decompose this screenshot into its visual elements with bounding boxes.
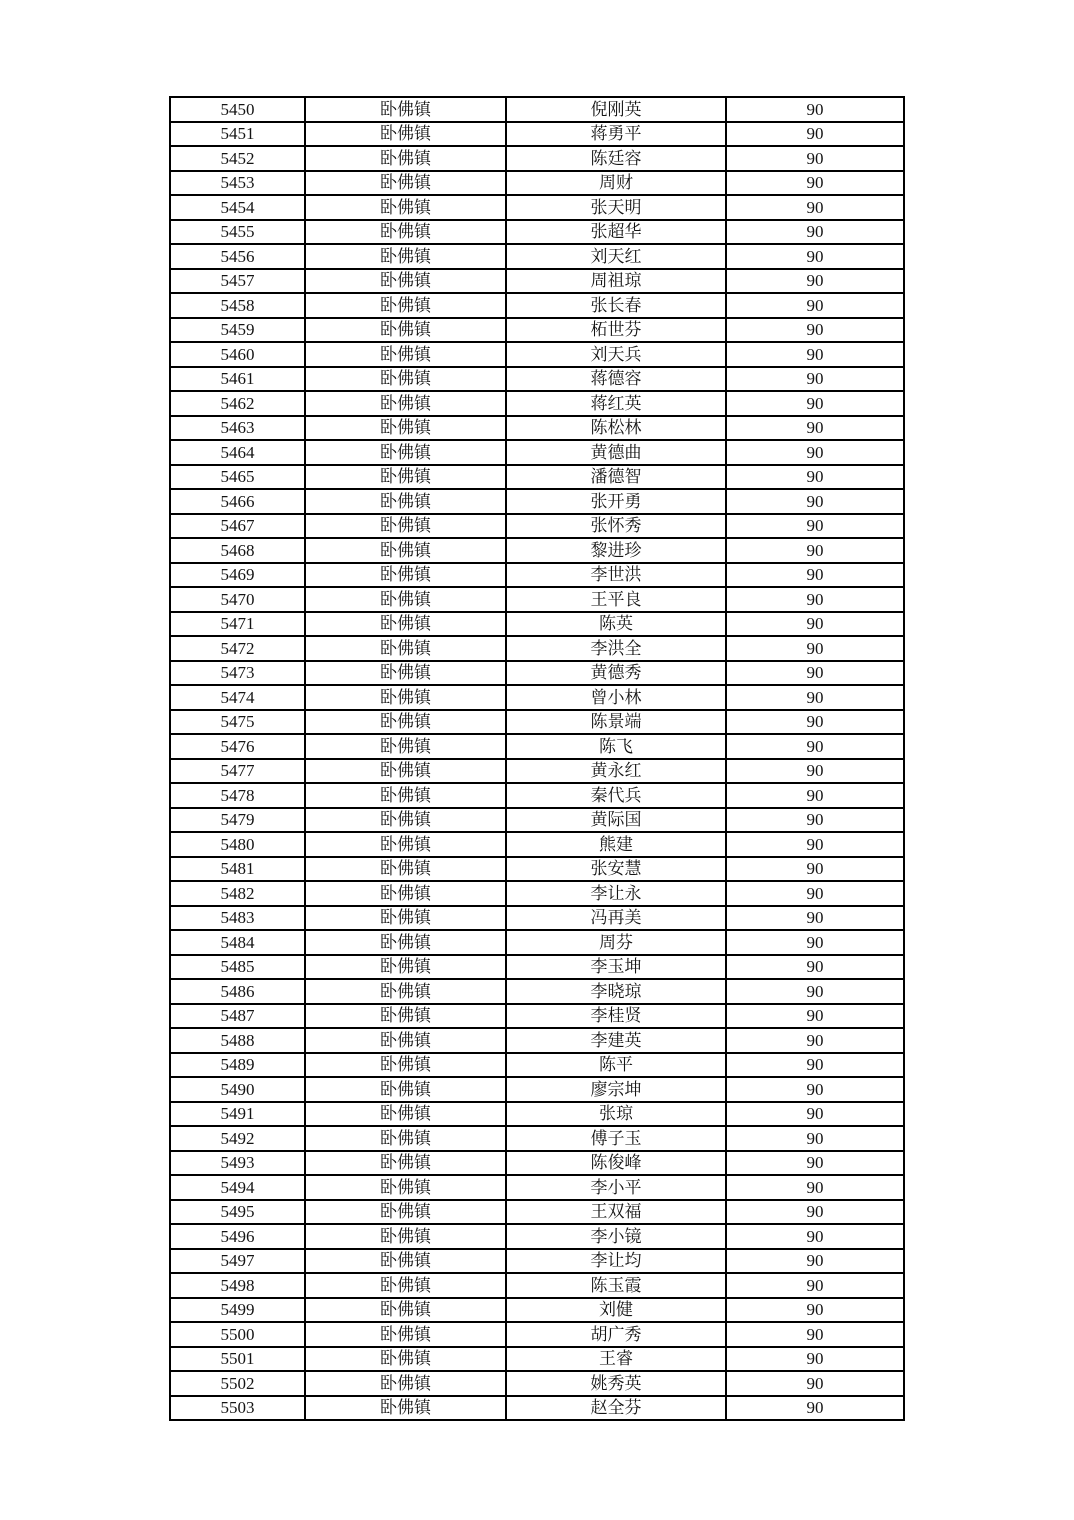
row-score-cell: 90 [726, 1004, 904, 1029]
row-score-cell: 90 [726, 710, 904, 735]
row-town-cell: 卧佛镇 [305, 930, 506, 955]
row-town-cell: 卧佛镇 [305, 832, 506, 857]
row-name-cell: 傅子玉 [506, 1126, 726, 1151]
row-score-cell: 90 [726, 391, 904, 416]
row-name-cell: 倪刚英 [506, 97, 726, 122]
row-town-cell: 卧佛镇 [305, 1249, 506, 1274]
row-score-cell: 90 [726, 1175, 904, 1200]
table-row [170, 587, 904, 612]
row-id-cell: 5466 [170, 489, 305, 514]
row-town-cell: 卧佛镇 [305, 1224, 506, 1249]
row-score-cell: 90 [726, 881, 904, 906]
row-score-cell: 90 [726, 930, 904, 955]
row-score-cell: 90 [726, 440, 904, 465]
row-score-cell: 90 [726, 1224, 904, 1249]
row-id-cell: 5502 [170, 1371, 305, 1396]
row-name-cell: 胡广秀 [506, 1322, 726, 1347]
row-town-cell: 卧佛镇 [305, 514, 506, 539]
table-row [170, 489, 904, 514]
row-name-cell: 李建英 [506, 1028, 726, 1053]
row-id-cell: 5462 [170, 391, 305, 416]
row-town-cell: 卧佛镇 [305, 612, 506, 637]
row-id-cell: 5498 [170, 1273, 305, 1298]
table-row [170, 1028, 904, 1053]
row-name-cell: 潘德智 [506, 465, 726, 490]
row-id-cell: 5460 [170, 342, 305, 367]
row-score-cell: 90 [726, 563, 904, 588]
row-score-cell: 90 [726, 367, 904, 392]
row-name-cell: 刘天红 [506, 244, 726, 269]
table-row [170, 1322, 904, 1347]
table-row [170, 171, 904, 196]
row-name-cell: 陈廷容 [506, 146, 726, 171]
row-id-cell: 5465 [170, 465, 305, 490]
row-name-cell: 陈玉霞 [506, 1273, 726, 1298]
row-town-cell: 卧佛镇 [305, 342, 506, 367]
row-id-cell: 5495 [170, 1200, 305, 1225]
row-name-cell: 周财 [506, 171, 726, 196]
row-town-cell: 卧佛镇 [305, 220, 506, 245]
row-town-cell: 卧佛镇 [305, 1175, 506, 1200]
row-town-cell: 卧佛镇 [305, 171, 506, 196]
table-row [170, 1175, 904, 1200]
row-town-cell: 卧佛镇 [305, 465, 506, 490]
row-name-cell: 秦代兵 [506, 783, 726, 808]
row-score-cell: 90 [726, 269, 904, 294]
table-row [170, 367, 904, 392]
row-id-cell: 5503 [170, 1396, 305, 1421]
table-row [170, 563, 904, 588]
table-row [170, 857, 904, 882]
row-score-cell: 90 [726, 1322, 904, 1347]
row-id-cell: 5491 [170, 1102, 305, 1127]
row-town-cell: 卧佛镇 [305, 538, 506, 563]
row-id-cell: 5475 [170, 710, 305, 735]
table-row [170, 1298, 904, 1323]
row-name-cell: 蒋红英 [506, 391, 726, 416]
row-town-cell: 卧佛镇 [305, 1273, 506, 1298]
row-name-cell: 黎进珍 [506, 538, 726, 563]
table-row [170, 1077, 904, 1102]
row-town-cell: 卧佛镇 [305, 440, 506, 465]
row-id-cell: 5478 [170, 783, 305, 808]
row-name-cell: 周芬 [506, 930, 726, 955]
row-score-cell: 90 [726, 1077, 904, 1102]
row-name-cell: 冯再美 [506, 906, 726, 931]
table-row [170, 1200, 904, 1225]
row-name-cell: 周祖琼 [506, 269, 726, 294]
row-score-cell: 90 [726, 122, 904, 147]
table-row [170, 220, 904, 245]
row-score-cell: 90 [726, 783, 904, 808]
row-id-cell: 5453 [170, 171, 305, 196]
row-town-cell: 卧佛镇 [305, 955, 506, 980]
table-row [170, 195, 904, 220]
row-town-cell: 卧佛镇 [305, 1151, 506, 1176]
row-town-cell: 卧佛镇 [305, 1028, 506, 1053]
table-row [170, 783, 904, 808]
row-score-cell: 90 [726, 1371, 904, 1396]
row-name-cell: 黄德曲 [506, 440, 726, 465]
table-row [170, 1371, 904, 1396]
row-name-cell: 陈景端 [506, 710, 726, 735]
row-town-cell: 卧佛镇 [305, 979, 506, 1004]
table-row [170, 318, 904, 343]
row-name-cell: 李桂贤 [506, 1004, 726, 1029]
row-town-cell: 卧佛镇 [305, 661, 506, 686]
row-name-cell: 陈松林 [506, 416, 726, 441]
row-id-cell: 5474 [170, 685, 305, 710]
row-score-cell: 90 [726, 661, 904, 686]
row-score-cell: 90 [726, 979, 904, 1004]
row-name-cell: 李玉坤 [506, 955, 726, 980]
row-id-cell: 5452 [170, 146, 305, 171]
row-name-cell: 王平良 [506, 587, 726, 612]
row-name-cell: 李世洪 [506, 563, 726, 588]
row-score-cell: 90 [726, 808, 904, 833]
row-town-cell: 卧佛镇 [305, 1102, 506, 1127]
table-row [170, 759, 904, 784]
row-name-cell: 陈俊峰 [506, 1151, 726, 1176]
row-id-cell: 5463 [170, 416, 305, 441]
row-score-cell: 90 [726, 1028, 904, 1053]
table-row [170, 1004, 904, 1029]
table-row [170, 269, 904, 294]
row-name-cell: 刘健 [506, 1298, 726, 1323]
table-row [170, 465, 904, 490]
row-id-cell: 5451 [170, 122, 305, 147]
row-name-cell: 张长春 [506, 293, 726, 318]
table-row [170, 832, 904, 857]
row-score-cell: 90 [726, 1053, 904, 1078]
row-town-cell: 卧佛镇 [305, 1126, 506, 1151]
row-name-cell: 张琼 [506, 1102, 726, 1127]
row-score-cell: 90 [726, 318, 904, 343]
row-score-cell: 90 [726, 171, 904, 196]
row-name-cell: 曾小林 [506, 685, 726, 710]
row-town-cell: 卧佛镇 [305, 1053, 506, 1078]
row-score-cell: 90 [726, 612, 904, 637]
row-name-cell: 陈平 [506, 1053, 726, 1078]
row-score-cell: 90 [726, 1298, 904, 1323]
row-id-cell: 5484 [170, 930, 305, 955]
table-row [170, 342, 904, 367]
row-score-cell: 90 [726, 1396, 904, 1421]
row-id-cell: 5486 [170, 979, 305, 1004]
row-name-cell: 蒋勇平 [506, 122, 726, 147]
row-id-cell: 5454 [170, 195, 305, 220]
row-id-cell: 5483 [170, 906, 305, 931]
row-id-cell: 5461 [170, 367, 305, 392]
row-score-cell: 90 [726, 342, 904, 367]
row-name-cell: 蒋德容 [506, 367, 726, 392]
row-id-cell: 5492 [170, 1126, 305, 1151]
row-town-cell: 卧佛镇 [305, 1200, 506, 1225]
row-id-cell: 5488 [170, 1028, 305, 1053]
row-id-cell: 5481 [170, 857, 305, 882]
row-town-cell: 卧佛镇 [305, 293, 506, 318]
row-name-cell: 张开勇 [506, 489, 726, 514]
row-town-cell: 卧佛镇 [305, 146, 506, 171]
row-score-cell: 90 [726, 685, 904, 710]
row-name-cell: 熊建 [506, 832, 726, 857]
row-name-cell: 黄际国 [506, 808, 726, 833]
row-id-cell: 5473 [170, 661, 305, 686]
row-name-cell: 王双福 [506, 1200, 726, 1225]
row-score-cell: 90 [726, 1273, 904, 1298]
table-row [170, 734, 904, 759]
table-row [170, 906, 904, 931]
table-body [170, 97, 904, 1420]
row-town-cell: 卧佛镇 [305, 244, 506, 269]
table-row [170, 1224, 904, 1249]
row-score-cell: 90 [726, 587, 904, 612]
row-town-cell: 卧佛镇 [305, 416, 506, 441]
table-row [170, 1273, 904, 1298]
row-town-cell: 卧佛镇 [305, 759, 506, 784]
row-score-cell: 90 [726, 146, 904, 171]
row-name-cell: 李小镜 [506, 1224, 726, 1249]
row-town-cell: 卧佛镇 [305, 1371, 506, 1396]
row-name-cell: 张安慧 [506, 857, 726, 882]
table-row [170, 1126, 904, 1151]
row-id-cell: 5468 [170, 538, 305, 563]
row-id-cell: 5499 [170, 1298, 305, 1323]
row-score-cell: 90 [726, 465, 904, 490]
table-row [170, 685, 904, 710]
row-id-cell: 5493 [170, 1151, 305, 1176]
row-score-cell: 90 [726, 1102, 904, 1127]
table-row [170, 1151, 904, 1176]
row-score-cell: 90 [726, 734, 904, 759]
row-score-cell: 90 [726, 1200, 904, 1225]
row-score-cell: 90 [726, 1347, 904, 1372]
table-row [170, 1347, 904, 1372]
table-row [170, 1249, 904, 1274]
row-name-cell: 张天明 [506, 195, 726, 220]
row-town-cell: 卧佛镇 [305, 122, 506, 147]
row-score-cell: 90 [726, 416, 904, 441]
row-score-cell: 90 [726, 832, 904, 857]
row-id-cell: 5479 [170, 808, 305, 833]
row-name-cell: 黄德秀 [506, 661, 726, 686]
table-row [170, 1053, 904, 1078]
row-name-cell: 李让均 [506, 1249, 726, 1274]
row-name-cell: 刘天兵 [506, 342, 726, 367]
row-id-cell: 5500 [170, 1322, 305, 1347]
table-row [170, 416, 904, 441]
row-name-cell: 李洪全 [506, 636, 726, 661]
row-town-cell: 卧佛镇 [305, 783, 506, 808]
row-town-cell: 卧佛镇 [305, 195, 506, 220]
row-name-cell: 柘世芬 [506, 318, 726, 343]
row-town-cell: 卧佛镇 [305, 1396, 506, 1421]
row-id-cell: 5476 [170, 734, 305, 759]
row-id-cell: 5496 [170, 1224, 305, 1249]
row-town-cell: 卧佛镇 [305, 1298, 506, 1323]
row-name-cell: 陈飞 [506, 734, 726, 759]
row-town-cell: 卧佛镇 [305, 685, 506, 710]
row-id-cell: 5490 [170, 1077, 305, 1102]
table-row [170, 293, 904, 318]
row-score-cell: 90 [726, 244, 904, 269]
row-score-cell: 90 [726, 514, 904, 539]
row-id-cell: 5456 [170, 244, 305, 269]
row-score-cell: 90 [726, 955, 904, 980]
table-row [170, 244, 904, 269]
row-score-cell: 90 [726, 1249, 904, 1274]
table-row [170, 955, 904, 980]
row-town-cell: 卧佛镇 [305, 881, 506, 906]
row-id-cell: 5471 [170, 612, 305, 637]
row-id-cell: 5459 [170, 318, 305, 343]
row-id-cell: 5458 [170, 293, 305, 318]
row-name-cell: 王睿 [506, 1347, 726, 1372]
row-id-cell: 5464 [170, 440, 305, 465]
row-town-cell: 卧佛镇 [305, 1322, 506, 1347]
row-town-cell: 卧佛镇 [305, 1004, 506, 1029]
row-score-cell: 90 [726, 195, 904, 220]
row-score-cell: 90 [726, 1126, 904, 1151]
table-row [170, 1396, 904, 1421]
table-row [170, 930, 904, 955]
row-id-cell: 5457 [170, 269, 305, 294]
row-name-cell: 姚秀英 [506, 1371, 726, 1396]
table-row [170, 538, 904, 563]
row-score-cell: 90 [726, 220, 904, 245]
row-town-cell: 卧佛镇 [305, 734, 506, 759]
row-id-cell: 5497 [170, 1249, 305, 1274]
row-score-cell: 90 [726, 489, 904, 514]
row-score-cell: 90 [726, 1151, 904, 1176]
row-name-cell: 张超华 [506, 220, 726, 245]
row-name-cell: 赵全芬 [506, 1396, 726, 1421]
table-row [170, 391, 904, 416]
row-town-cell: 卧佛镇 [305, 857, 506, 882]
row-id-cell: 5489 [170, 1053, 305, 1078]
row-id-cell: 5469 [170, 563, 305, 588]
row-name-cell: 陈英 [506, 612, 726, 637]
row-town-cell: 卧佛镇 [305, 636, 506, 661]
row-id-cell: 5494 [170, 1175, 305, 1200]
table-row [170, 808, 904, 833]
row-score-cell: 90 [726, 759, 904, 784]
table-row [170, 440, 904, 465]
row-id-cell: 5477 [170, 759, 305, 784]
row-town-cell: 卧佛镇 [305, 367, 506, 392]
row-town-cell: 卧佛镇 [305, 489, 506, 514]
row-town-cell: 卧佛镇 [305, 563, 506, 588]
row-id-cell: 5487 [170, 1004, 305, 1029]
row-town-cell: 卧佛镇 [305, 1077, 506, 1102]
table-row [170, 1102, 904, 1127]
row-id-cell: 5482 [170, 881, 305, 906]
table-row [170, 97, 904, 122]
row-town-cell: 卧佛镇 [305, 1347, 506, 1372]
row-score-cell: 90 [726, 538, 904, 563]
row-score-cell: 90 [726, 293, 904, 318]
row-score-cell: 90 [726, 97, 904, 122]
score-table [169, 96, 905, 1421]
table-row [170, 636, 904, 661]
row-town-cell: 卧佛镇 [305, 97, 506, 122]
row-town-cell: 卧佛镇 [305, 808, 506, 833]
table-row [170, 661, 904, 686]
row-town-cell: 卧佛镇 [305, 318, 506, 343]
row-town-cell: 卧佛镇 [305, 906, 506, 931]
row-town-cell: 卧佛镇 [305, 391, 506, 416]
row-id-cell: 5450 [170, 97, 305, 122]
row-name-cell: 李让永 [506, 881, 726, 906]
row-id-cell: 5472 [170, 636, 305, 661]
table-row [170, 146, 904, 171]
table-row [170, 122, 904, 147]
row-id-cell: 5467 [170, 514, 305, 539]
row-score-cell: 90 [726, 636, 904, 661]
table-row [170, 514, 904, 539]
row-id-cell: 5455 [170, 220, 305, 245]
row-id-cell: 5480 [170, 832, 305, 857]
row-name-cell: 李小平 [506, 1175, 726, 1200]
table-row [170, 612, 904, 637]
row-town-cell: 卧佛镇 [305, 710, 506, 735]
row-name-cell: 廖宗坤 [506, 1077, 726, 1102]
table-row [170, 881, 904, 906]
table-row [170, 710, 904, 735]
row-id-cell: 5485 [170, 955, 305, 980]
row-town-cell: 卧佛镇 [305, 269, 506, 294]
row-name-cell: 黄永红 [506, 759, 726, 784]
row-name-cell: 李晓琼 [506, 979, 726, 1004]
row-name-cell: 张怀秀 [506, 514, 726, 539]
row-id-cell: 5470 [170, 587, 305, 612]
row-id-cell: 5501 [170, 1347, 305, 1372]
row-town-cell: 卧佛镇 [305, 587, 506, 612]
row-score-cell: 90 [726, 857, 904, 882]
table-row [170, 979, 904, 1004]
row-score-cell: 90 [726, 906, 904, 931]
